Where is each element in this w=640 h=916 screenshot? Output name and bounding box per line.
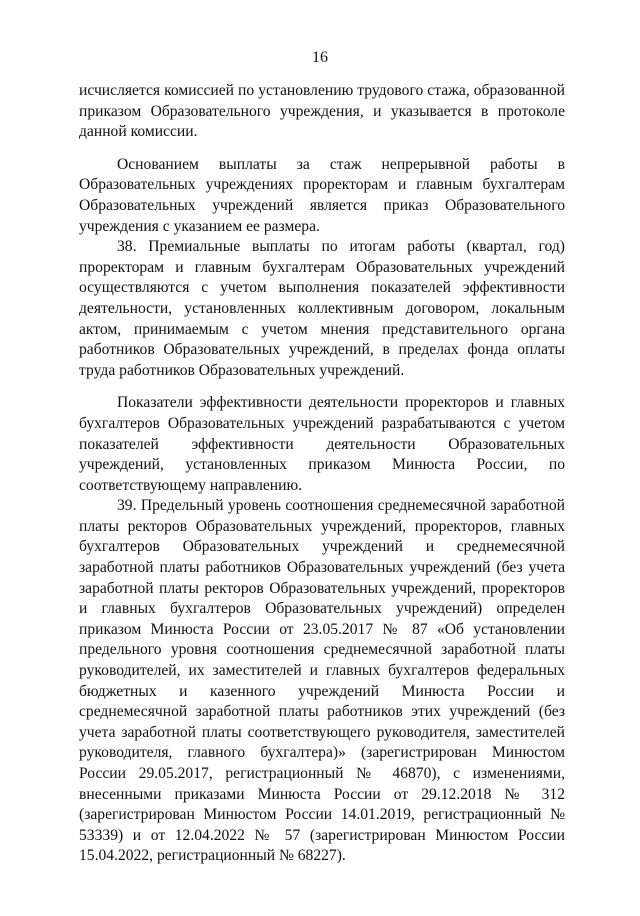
document-body <box>79 81 565 867</box>
page-number: 16 <box>312 49 328 66</box>
paragraph-payment-basis: Основанием выплаты за стаж непрерывной работы в Образовательных учреждениях проректорам и главным бухгалтерам Образовательных учреждений является приказ Образовательного учреждения с указанием ее размера. <box>79 155 565 235</box>
paragraph-item-39: 39. Предельный уровень соотношения среднемесячной заработной платы ректоров Образовательных учреждений, проректоров, главных бухгалтеров Образовательных учреждений и среднемесячной заработной платы работников Образовательных учреждений (без учета заработной платы ректоров Образовательных учреждений, проректоров и главных бухгалтеров Образовательных учреждений) определен приказом Минюста России от 23.05.2017 № 87 «Об установлении предельного уровня соотношения среднемесячной заработной платы руководителей, их заместителей и главных бухгалтеров федеральных бюджетных и казенного учреждений Минюста России и среднемесячной заработной платы работников этих учреждений (без учета заработной платы соответствующего руководителя, заместителей руководителя, главного бухгалтера)» (зарегистрирован Минюстом России 29.05.2017, регистрационный № 46870), с изменениями, внесенными приказами Минюста России от 29.12.2018 № 312 (зарегистрирован Минюстом России 14.01.2019, регистрационный № 53339) и от 12.04.2022 № 57 (зарегистрирован Минюстом России 15.04.2022, регистрационный № 68227). <box>79 497 565 865</box>
paragraph-item-38: 38. Премиальные выплаты по итогам работы (квартал, год) проректорам и главным бухгалтерам Образовательных учреждений осуществляются с учетом выполнения показателей эффективности деятельности, установленных коллективным договором, локальным актом, принимаемым с учетом мнения представительного органа работников Образовательных учреждений, в пределах фонда оплаты труда работников Образовательных учреждений. <box>79 238 565 379</box>
paragraph-continuation: исчисляется комиссией по установлению трудового стажа, образованной приказом Образовательного учреждения, и указывается в протоколе данной комиссии. <box>79 82 565 141</box>
paragraph-efficiency-indicators: Показатели эффективности деятельности проректоров и главных бухгалтеров Образовательных учреждений разрабатываются с учетом показателей эффективности деятельности Образовательных учреждений, установленных приказом Минюста России, по соответствующему направлению. <box>79 394 565 494</box>
